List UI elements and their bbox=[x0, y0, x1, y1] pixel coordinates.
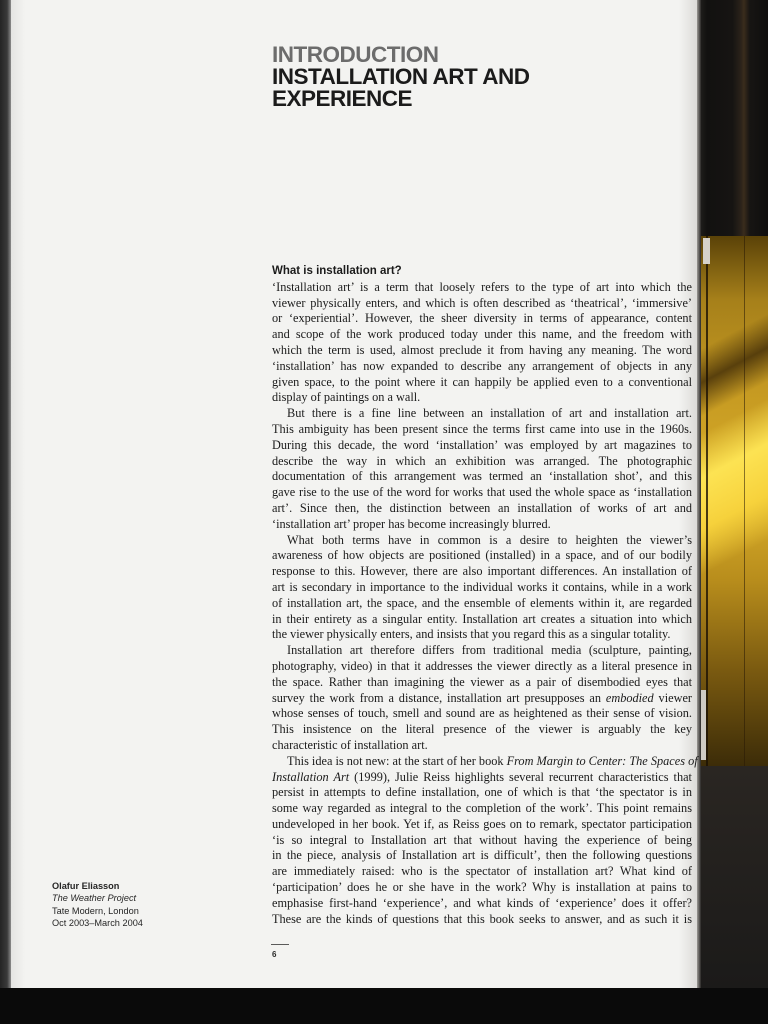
caption-artist: Olafur Eliasson bbox=[52, 881, 120, 891]
body-text-line bbox=[272, 612, 692, 628]
image-caption bbox=[52, 880, 143, 930]
scan-bottom-border bbox=[0, 988, 768, 1024]
text-run: whose senses of touch, smell and sound are as heightened as their sense of vision. bbox=[272, 706, 692, 721]
body-text-line bbox=[272, 880, 692, 896]
body-text-line bbox=[272, 343, 692, 359]
body-text-line bbox=[272, 643, 692, 659]
chapter-title-line: EXPERIENCE bbox=[272, 86, 413, 111]
italic-text-run: Installation Art bbox=[272, 769, 350, 784]
photo-dark-lower-area bbox=[697, 766, 768, 988]
body-text-line bbox=[272, 706, 692, 722]
body-text-line bbox=[272, 659, 692, 675]
text-run: response to this. However, there are also important differences. An installation of bbox=[272, 564, 692, 579]
photo-vertical-line bbox=[706, 236, 708, 766]
text-run: emphasise first-hand ‘experience’, and what kinds of ‘experience’ does it offer? bbox=[272, 895, 692, 910]
body-text-line bbox=[272, 311, 692, 327]
body-text-line bbox=[272, 801, 692, 817]
photo-dark-area bbox=[697, 0, 768, 236]
chapter-title bbox=[272, 44, 529, 110]
text-run: describe the way in which an exhibition was arranged. The photographic bbox=[272, 453, 692, 468]
body-text-line bbox=[272, 833, 692, 849]
body-text-line bbox=[272, 296, 692, 312]
text-run: viewer physically enters, and which is often described as ‘theatrical’, ‘immersive’ bbox=[272, 295, 692, 310]
photo-highlight bbox=[703, 238, 710, 264]
text-run: art’. Since then, the distinction between an installation of works of art and bbox=[272, 500, 692, 515]
body-text-line bbox=[272, 675, 692, 691]
body-text-line bbox=[272, 817, 692, 833]
text-run: ‘installation art’ proper has become increasingly blurred. bbox=[272, 516, 551, 531]
chapter-label: INTRODUCTION bbox=[272, 42, 439, 67]
body-text-line bbox=[272, 438, 692, 454]
text-run: given space, to the point where it can happily be applied even to a conventional bbox=[272, 374, 692, 389]
folio-rule bbox=[271, 944, 289, 945]
text-run: (1999), Julie Reiss highlights several recurrent characteristics that bbox=[349, 769, 692, 784]
text-run: awareness of how objects are positioned (installed) in a space, and of our bodily bbox=[272, 548, 692, 563]
body-text-line bbox=[272, 912, 692, 928]
body-text-line bbox=[272, 485, 692, 501]
text-run: the viewer physically enters, and insists that you regard this as a singular totality. bbox=[272, 627, 671, 642]
text-run: of installation art, the space, and the ensemble of elements within it, are regarded bbox=[272, 595, 692, 610]
text-run: viewer bbox=[653, 690, 692, 705]
body-text-line bbox=[272, 864, 692, 880]
caption-work-title: The Weather Project bbox=[52, 893, 137, 904]
text-run: and scope of the work produced today under this name, and the freedom with bbox=[272, 327, 692, 342]
caption-venue: Tate Modern, London bbox=[52, 905, 139, 916]
body-text-line bbox=[272, 359, 692, 375]
body-text-line bbox=[272, 517, 692, 533]
text-run: survey the work from a distance, installation art presupposes an bbox=[272, 690, 606, 705]
body-text-line bbox=[272, 548, 692, 564]
body-text-line bbox=[272, 533, 692, 549]
body-text-line bbox=[272, 785, 692, 801]
body-text bbox=[272, 279, 698, 928]
text-run: During this decade, the word ‘installation’ was employed by art magazines to bbox=[272, 437, 692, 452]
text-run: ‘Installation art’ is a term that loosely refers to the type of art into which the bbox=[272, 279, 692, 294]
text-run: This insistence on the literal presence of the viewer is arguably the key bbox=[272, 722, 692, 737]
adjacent-photo-strip bbox=[697, 0, 768, 988]
body-text-line bbox=[272, 454, 692, 470]
text-run: ‘participation’ does he or she have in the work? Why is installation at pains to bbox=[272, 880, 692, 895]
body-text-line bbox=[272, 848, 692, 864]
body-text-line bbox=[272, 738, 692, 754]
body-text-line bbox=[272, 580, 692, 596]
body-text-line bbox=[272, 501, 692, 517]
text-run: photography, video) in that it addresses the viewer directly as a literal presence in bbox=[272, 658, 692, 673]
article bbox=[272, 264, 698, 927]
body-text-line bbox=[272, 469, 692, 485]
text-run: persist in attempts to define installation, one of which is that ‘the spectator is in bbox=[272, 785, 692, 800]
body-text-line bbox=[272, 753, 698, 770]
body-text-line bbox=[272, 280, 692, 296]
text-run: in the piece, analysis of Installation art is difficult’, then the following questions bbox=[272, 848, 692, 863]
section-heading: What is installation art? bbox=[272, 265, 402, 277]
text-run: This idea is not new: at the start of her book bbox=[287, 753, 507, 768]
body-text-line bbox=[272, 596, 692, 612]
body-text-line bbox=[272, 770, 692, 786]
text-run: which the term is used, almost preclude it from having any meaning. The word bbox=[272, 342, 692, 357]
text-run: But there is a fine line between an installation of art and installation art. bbox=[287, 406, 692, 421]
text-run: in their entirety as a singular entity. Installation art creates a situation into which bbox=[272, 611, 692, 626]
body-text-line bbox=[272, 627, 692, 643]
text-run: This ambiguity has been present since the terms first came into use in the 1960s. bbox=[272, 421, 692, 436]
body-text-line bbox=[272, 422, 692, 438]
text-run: These are the kinds of questions that this book seeks to answer, and as such it is bbox=[272, 911, 692, 926]
body-text-line bbox=[272, 375, 692, 391]
text-run: documentation of this arrangement was termed an ‘installation shot’, and this bbox=[272, 469, 692, 484]
body-text-line bbox=[272, 327, 692, 343]
text-run: gave rise to the use of the word for works that used the whole space as ‘installation bbox=[272, 485, 692, 500]
photo-vertical-line bbox=[744, 236, 745, 766]
text-run: ‘is so integral to Installation art that without having the experience of being bbox=[272, 832, 692, 847]
text-run: What both terms have in common is a desire to heighten the viewer’s bbox=[287, 532, 692, 547]
chapter-title-line: INSTALLATION ART AND bbox=[272, 64, 530, 89]
text-run: the space. Rather than imagining the viewer as a pair of disembodied eyes that bbox=[272, 674, 692, 689]
text-run: some way regarded as integral to the completion of the work’. This point remains bbox=[272, 801, 692, 816]
body-text-line bbox=[272, 390, 692, 406]
text-run: display of paintings on a wall. bbox=[272, 390, 421, 405]
body-text-line bbox=[272, 722, 692, 738]
text-run: Installation art therefore differs from traditional media (sculpture, painting, bbox=[287, 643, 692, 658]
page-edge-shadow bbox=[697, 0, 701, 988]
text-run: ‘installation’ has now expanded to describe any arrangement of objects in any bbox=[272, 358, 692, 373]
text-run: characteristic of installation art. bbox=[272, 737, 428, 752]
page-number: 6 bbox=[272, 950, 277, 959]
body-text-line bbox=[272, 896, 692, 912]
body-text-line bbox=[272, 406, 692, 422]
photo-golden-light bbox=[701, 236, 768, 766]
text-run: undeveloped in her book. Yet if, as Reiss goes on to remark, spectator participation bbox=[272, 816, 692, 831]
book-gutter-edge bbox=[0, 0, 11, 988]
text-run: art is secondary in importance to the individual works it contains, while in a work bbox=[272, 579, 692, 594]
body-text-line bbox=[272, 564, 692, 580]
text-run: or ‘experiential’. However, the sheer diversity in terms of appearance, content bbox=[272, 311, 692, 326]
caption-dates: Oct 2003–March 2004 bbox=[52, 918, 143, 929]
italic-text-run: From Margin to Center: The Spaces of bbox=[506, 753, 698, 768]
italic-text-run: embodied bbox=[605, 690, 654, 705]
text-run: are immediately raised: who is the spectator of installation art? What kind of bbox=[272, 864, 692, 879]
body-text-line bbox=[272, 691, 692, 707]
